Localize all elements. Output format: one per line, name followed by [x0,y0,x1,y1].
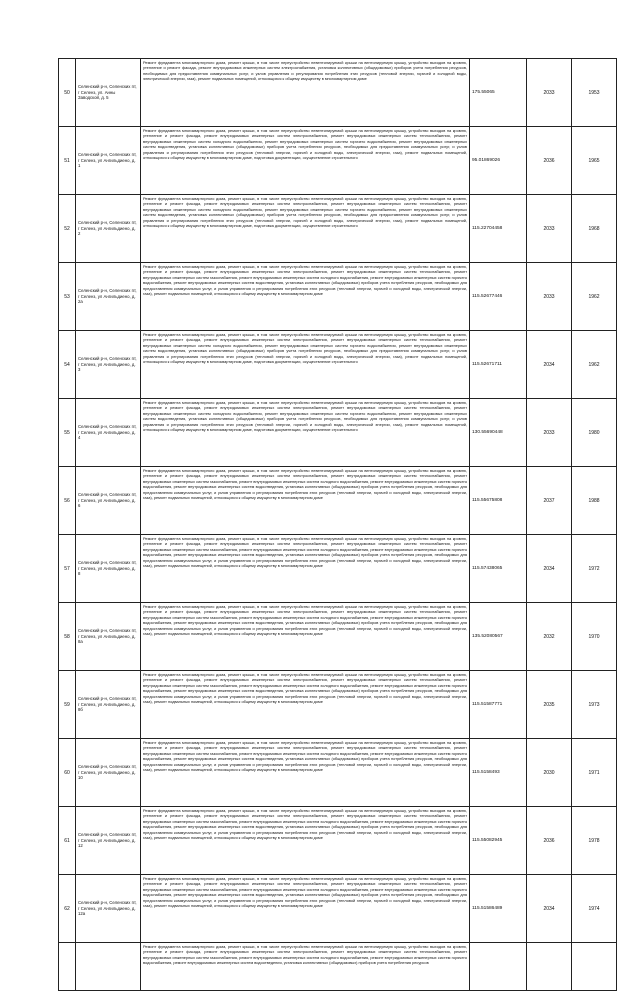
row-number-cell [59,399,76,467]
build-year-cell [572,263,617,331]
planned-year-cell-text: 2033 [543,293,555,300]
table-row [59,603,617,671]
row-number-cell-text: 57 [64,565,70,572]
cost-cell-text: 115.57438065 [472,566,503,571]
planned-year-cell [527,943,572,991]
address-cell [76,195,141,263]
build-year-cell [572,603,617,671]
build-year-cell-text: 1968 [588,225,600,232]
works-cell [141,739,470,807]
row-number-cell [59,671,76,739]
build-year-cell [572,943,617,991]
address-cell-text: Селенский р-н, Селенских пт, г Селенз, ул Ангильдиено, д. 2 [78,220,137,237]
works-cell-text: Ремонт фундамента многоквартирного дома, ремонт крыши, в том числе переустройство невентилируемой крыши на вентилируемую крышу, устройство выходов на кровлю, утепление и ремонт фасада, ремонт внутридомовых инженерных систем электроснабжения, ремонт внутридомовых инженерных систем теплоснабжения, ремонт внутридомовых инженерных систем холодного водоснабжения, ремонт внутридомовых инженерных систем горячего водоснабжения, ремонт внутридомовых инженерных систем водоотведения, установка коллективных (общедомовых) приборов учета потребления ресурсов, необходимых для предоставления коммунальных услуг, и узлов управления и регулирования потребления этих ресурсов (тепловой энергии, горячей и холодной воды, электрической энергии, газа), ремонт подвальных помещений, относящихся к общему имуществу в многоквартирном доме, подготовка документации, осуществление строительного [143,332,467,365]
build-year-cell-text: 1953 [588,89,600,96]
address-cell-text: Селенский р-н, Селенских пт, г Селенз, ул Ангильдиено, д. 12 [78,832,137,849]
table-row [59,875,617,943]
build-year-cell [572,59,617,127]
planned-year-cell-text: 2032 [543,633,555,640]
table-row [59,671,617,739]
row-number-cell [59,603,76,671]
works-cell-text: Ремонт фундамента многоквартирного дома, ремонт крыши, в том числе переустройство невентилируемой крыши на вентилируемую крышу, устройство выходов на кровлю, утепление и ремонт фасада, ремонт внутридомовых инженерных систем электроснабжения, ремонт внутридомовых инженерных систем теплоснабжения, ремонт внутридомовых инженерных систем газоснабжения, ремонт внутридомовых инженерных систем холодного водоснабжения, ремонт внутридомовых инженерных систем горячего водоснабжения, ремонт внутридомовых инженерных систем водоотведения, установка коллективных (общедомовых) приборов учета потребления ресурсов, необходимых для предоставления коммунальных услуг, и узлов управления и регулирования потребления этих ресурсов (тепловой энергии, горячей и холодной воды, электрической энергии, газа), ремонт подвальных помещений, относящихся к общему имуществу в многоквартирном доме [143,604,467,637]
capital-repair-table [58,58,617,991]
address-cell [76,603,141,671]
planned-year-cell [527,127,572,195]
works-cell [141,195,470,263]
cost-cell [470,739,527,807]
works-cell [141,263,470,331]
cost-cell-text: 175.55065 [472,90,495,95]
row-number-cell [59,467,76,535]
build-year-cell [572,807,617,875]
planned-year-cell-text: 2036 [543,837,555,844]
cost-cell-text: 130.55690448 [472,430,503,435]
planned-year-cell [527,59,572,127]
build-year-cell-text: 1970 [588,633,600,640]
build-year-cell-text: 1974 [588,905,600,912]
table-row [59,739,617,807]
cost-cell-text: 115.22704458 [472,226,503,231]
build-year-cell-text: 1988 [588,497,600,504]
cost-cell-text: 115.55082945 [472,838,503,843]
build-year-cell [572,399,617,467]
build-year-cell [572,467,617,535]
row-number-cell-text: 60 [64,769,70,776]
build-year-cell [572,671,617,739]
address-cell-text: Селенский р-н, Селенских пт, г Селенз, ул Ангильдиено, д. 10 [78,764,137,781]
row-number-cell-text: 56 [64,497,70,504]
cost-cell-text: 115.51587771 [472,702,503,707]
planned-year-cell [527,399,572,467]
build-year-cell-text: 1980 [588,429,600,436]
table-row [59,943,617,991]
cost-cell [470,807,527,875]
address-cell [76,807,141,875]
cost-cell-text: 135.52080567 [472,634,503,639]
address-cell-text: Селенский р-н, Селенских пт, г Селенз, ул Ангильдиено, д. 2а [78,288,137,305]
build-year-cell [572,535,617,603]
planned-year-cell-text: 2034 [543,565,555,572]
address-cell-text: Селенский р-н, Селенских пт, г Селенз, ул Ангильдиено, д. 8б [78,696,137,713]
build-year-cell [572,875,617,943]
address-cell [76,127,141,195]
address-cell [76,467,141,535]
cost-cell [470,535,527,603]
planned-year-cell [527,467,572,535]
address-cell [76,875,141,943]
planned-year-cell [527,195,572,263]
planned-year-cell-text: 2033 [543,225,555,232]
row-number-cell [59,195,76,263]
works-cell-text: Ремонт фундамента многоквартирного дома, ремонт крыши, в том числе переустройство невентилируемой крыши на вентилируемую крышу, устройство выходов на кровлю, утепление и ремонт фасада, ремонт внутридомовых инженерных систем электроснабжения, ремонт внутридомовых инженерных систем теплоснабжения, ремонт внутридомовых инженерных систем газоснабжения, ремонт внутридомовых инженерных систем холодного водоснабжения, ремонт внутридомовых инженерных систем горячего водоснабжения, ремонт внутридомовых инженерных систем водоотведения, установка коллективных (общедомовых) приборов учета потребления ресурсов, необходимых для предоставления коммунальных услуг, и узлов управления и регулирования потребления этих ресурсов (тепловой энергии, горячей и холодной воды, электрической энергии, газа), ремонт подвальных помещений, относящихся к общему имуществу в многоквартирном доме [143,876,467,909]
row-number-cell-text: 54 [64,361,70,368]
table-row [59,59,617,127]
cost-cell [470,331,527,399]
planned-year-cell-text: 2034 [543,905,555,912]
works-cell [141,535,470,603]
planned-year-cell-text: 2037 [543,497,555,504]
cost-cell-text: 115.51586489 [472,906,503,911]
build-year-cell [572,331,617,399]
planned-year-cell [527,263,572,331]
build-year-cell-text: 1971 [588,769,600,776]
address-cell-text: Селенский р-н, Селенских пт, г Селенз, ул Ангильдиено, д. 8 [78,560,137,577]
address-cell [76,331,141,399]
cost-cell [470,943,527,991]
address-cell-text: Селенский р-н, Селенских пт, г Селенз, ул Ангильдиено, д. 6 [78,492,137,509]
address-cell-text: Селенский р-н, Селенских пт, г Селенз, ул Ангильдиено, д. 1 [78,152,137,169]
planned-year-cell-text: 2030 [543,769,555,776]
address-cell [76,399,141,467]
row-number-cell-text: 58 [64,633,70,640]
planned-year-cell [527,331,572,399]
cost-cell [470,671,527,739]
cost-cell [470,875,527,943]
table-body [59,59,617,991]
table-row [59,467,617,535]
planned-year-cell-text: 2036 [543,157,555,164]
cost-cell [470,467,527,535]
address-cell [76,739,141,807]
build-year-cell [572,127,617,195]
planned-year-cell-text: 2034 [543,361,555,368]
cost-cell [470,399,527,467]
works-cell [141,399,470,467]
row-number-cell [59,59,76,127]
planned-year-cell [527,603,572,671]
address-cell-text: Селенский р-н, Селенских пт, г Селенз, ул Ангильдиено, д. 3 [78,356,137,373]
works-cell [141,943,470,991]
build-year-cell-text: 1978 [588,837,600,844]
build-year-cell-text: 1973 [588,701,600,708]
cost-cell-text: 115.52677446 [472,294,503,299]
row-number-cell [59,331,76,399]
works-cell-text: Ремонт фундамента многоквартирного дома, ремонт крыши, в том числе переустройство невентилируемой крыши на вентилируемую крышу, устройство выходов на кровлю, утепление и ремонт фасада, ремонт внутридомовых инженерных систем электроснабжения, ремонт внутридомовых инженерных систем теплоснабжения, ремонт внутридомовых инженерных систем газоснабжения, ремонт внутридомовых инженерных систем холодного водоснабжения, ремонт внутридомовых инженерных систем горячего водоснабжения, ремонт внутридомовых инженерных систем водоотведения, установка коллективных (общедомовых) приборов учета потребления ресурсов [143,944,467,966]
build-year-cell [572,195,617,263]
works-cell-text: Ремонт фундамента многоквартирного дома, ремонт крыши, в том числе переустройство невентилируемой крыши на вентилируемую крышу, устройство выходов на кровлю, утепление и ремонт фасада, ремонт внутридомовых инженерных систем электроснабжения, установка коллективных (общедомовых) приборов учета потребления ресурсов, необходимых для предоставления коммунальных услуг, и узлов управления и регулирования потребления этих ресурсов (тепловой энергии, горячей и холодной воды, электрической энергии, газа), ремонт подвальных помещений, относящихся к общему имуществу в многоквартирном доме [143,60,467,82]
row-number-cell [59,535,76,603]
works-cell [141,875,470,943]
row-number-cell-text: 59 [64,701,70,708]
cost-cell-text: 115.52671711 [472,362,502,367]
build-year-cell-text: 1972 [588,565,600,572]
planned-year-cell-text: 2033 [543,429,555,436]
build-year-cell [572,739,617,807]
works-cell-text: Ремонт фундамента многоквартирного дома, ремонт крыши, в том числе переустройство невентилируемой крыши на вентилируемую крышу, устройство выходов на кровлю, утепление и ремонт фасада, ремонт внутридомовых инженерных систем электроснабжения, ремонт внутридомовых инженерных систем теплоснабжения, ремонт внутридомовых инженерных систем газоснабжения, ремонт внутридомовых инженерных систем холодного водоснабжения, ремонт внутридомовых инженерных систем горячего водоснабжения, ремонт внутридомовых инженерных систем водоотведения, установка коллективных (общедомовых) приборов учета потребления ресурсов, необходимых для предоставления коммунальных услуг, и узлов управления и регулирования потребления этих ресурсов (тепловой энергии, горячей и холодной воды, электрической энергии, газа), ремонт подвальных помещений, относящихся к общему имуществу в многоквартирном доме [143,536,467,569]
cost-cell [470,603,527,671]
planned-year-cell [527,807,572,875]
works-cell [141,671,470,739]
works-cell-text: Ремонт фундамента многоквартирного дома, ремонт крыши, в том числе переустройство невентилируемой крыши на вентилируемую крышу, устройство выходов на кровлю, утепление и ремонт фасада, ремонт внутридомовых инженерных систем электроснабжения, ремонт внутридомовых инженерных систем теплоснабжения, ремонт внутридомовых инженерных систем газоснабжения, ремонт внутридомовых инженерных систем холодного водоснабжения, ремонт внутридомовых инженерных систем горячего водоснабжения, ремонт внутридомовых инженерных систем водоотведения, установка коллективных (общедомовых) приборов учета потребления ресурсов, необходимых для предоставления коммунальных услуг, и узлов управления и регулирования потребления этих ресурсов (тепловой энергии, горячей и холодной воды, электрической энергии, газа), ремонт подвальных помещений, относящихся к общему имуществу в многоквартирном доме [143,264,467,297]
works-cell-text: Ремонт фундамента многоквартирного дома, ремонт крыши, в том числе переустройство невентилируемой крыши на вентилируемую крышу, устройство выходов на кровлю, утепление и ремонт фасада, ремонт внутридомовых инженерных систем электроснабжения, ремонт внутридомовых инженерных систем теплоснабжения, ремонт внутридомовых инженерных систем холодного водоснабжения, ремонт внутридомовых инженерных систем горячего водоснабжения, ремонт внутридомовых инженерных систем водоотведения, установка коллективных (общедомовых) приборов учета потребления ресурсов, необходимых для предоставления коммунальных услуг, и узлов управления и регулирования потребления этих ресурсов (тепловой энергии, горячей и холодной воды, электрической энергии, газа), ремонт подвальных помещений, относящихся к общему имуществу в многоквартирном доме, подготовка документации, осуществление строительного [143,196,467,229]
row-number-cell-text: 53 [64,293,70,300]
address-cell-text: Селенский р-н, Селенских пт, г Селенз, ул Ангильдиено, д. 4 [78,424,137,441]
build-year-cell-text: 1965 [588,157,600,164]
address-cell-text: Селенский р-н, Селенских пт, г Селенз, ул. Анны Заводской, д. 5 [78,84,137,101]
cost-cell [470,59,527,127]
row-number-cell [59,943,76,991]
address-cell [76,535,141,603]
table-row [59,331,617,399]
cost-cell [470,195,527,263]
cost-cell [470,127,527,195]
address-cell [76,263,141,331]
address-cell [76,59,141,127]
table-row [59,195,617,263]
cost-cell [470,263,527,331]
works-cell-text: Ремонт фундамента многоквартирного дома, ремонт крыши, в том числе переустройство невентилируемой крыши на вентилируемую крышу, устройство выходов на кровлю, утепление и ремонт фасада, ремонт внутридомовых инженерных систем электроснабжения, ремонт внутридомовых инженерных систем теплоснабжения, ремонт внутридомовых инженерных систем холодного водоснабжения, ремонт внутридомовых инженерных систем горячего водоснабжения, ремонт внутридомовых инженерных систем водоотведения, установка коллективных (общедомовых) приборов учета потребления ресурсов, необходимых для предоставления коммунальных услуг, и узлов управления и регулирования потребления этих ресурсов (тепловой энергии, горячей и холодной воды, электрической энергии, газа), ремонт подвальных помещений, относящихся к общему имуществу в многоквартирном доме, подготовка документации, осуществление строительного [143,128,467,161]
address-cell [76,943,141,991]
row-number-cell-text: 50 [64,89,70,96]
works-cell-text: Ремонт фундамента многоквартирного дома, ремонт крыши, в том числе переустройство невентилируемой крыши на вентилируемую крышу, устройство выходов на кровлю, утепление и ремонт фасада, ремонт внутридомовых инженерных систем электроснабжения, ремонт внутридомовых инженерных систем теплоснабжения, ремонт внутридомовых инженерных систем газоснабжения, ремонт внутридомовых инженерных систем холодного водоснабжения, ремонт внутридомовых инженерных систем горячего водоснабжения, ремонт внутридомовых инженерных систем водоотведения, установка коллективных (общедомовых) приборов учета потребления ресурсов, необходимых для предоставления коммунальных услуг, и узлов управления и регулирования потребления этих ресурсов (тепловой энергии, горячей и холодной воды, электрической энергии, газа), ремонт подвальных помещений, относящихся к общему имуществу в многоквартирном доме [143,468,467,501]
planned-year-cell [527,739,572,807]
row-number-cell [59,263,76,331]
works-cell [141,331,470,399]
row-number-cell-text: 51 [64,157,70,164]
works-cell-text: Ремонт фундамента многоквартирного дома, ремонт крыши, в том числе переустройство невентилируемой крыши на вентилируемую крышу, устройство выходов на кровлю, утепление и ремонт фасада, ремонт внутридомовых инженерных систем электроснабжения, ремонт внутридомовых инженерных систем теплоснабжения, ремонт внутридомовых инженерных систем холодного водоснабжения, ремонт внутридомовых инженерных систем горячего водоснабжения, ремонт внутридомовых инженерных систем водоотведения, установка коллективных (общедомовых) приборов учета потребления ресурсов, необходимых для предоставления коммунальных услуг, и узлов управления и регулирования потребления этих ресурсов (тепловой энергии, горячей и холодной воды, электрической энергии, газа), ремонт подвальных помещений, относящихся к общему имуществу в многоквартирном доме, подготовка документации, осуществление строительного [143,400,467,433]
works-cell [141,59,470,127]
address-cell [76,671,141,739]
works-cell-text: Ремонт фундамента многоквартирного дома, ремонт крыши, в том числе переустройство невентилируемой крыши на вентилируемую крышу, устройство выходов на кровлю, утепление и ремонт фасада, ремонт внутридомовых инженерных систем электроснабжения, ремонт внутридомовых инженерных систем теплоснабжения, ремонт внутридомовых инженерных систем газоснабжения, ремонт внутридомовых инженерных систем холодного водоснабжения, ремонт внутридомовых инженерных систем горячего водоснабжения, ремонт внутридомовых инженерных систем водоотведения, установка коллективных (общедомовых) приборов учета потребления ресурсов, необходимых для предоставления коммунальных услуг, и узлов управления и регулирования потребления этих ресурсов (тепловой энергии, горячей и холодной воды, электрической энергии, газа), ремонт подвальных помещений, относящихся к общему имуществу в многоквартирном доме [143,672,467,705]
address-cell-text: Селенский р-н, Селенских пт, г Селенз, ул Ангильдиено, д. 12а [78,900,137,917]
row-number-cell [59,127,76,195]
table-row [59,127,617,195]
planned-year-cell [527,671,572,739]
row-number-cell [59,807,76,875]
works-cell [141,603,470,671]
row-number-cell-text: 52 [64,225,70,232]
works-cell [141,467,470,535]
planned-year-cell-text: 2033 [543,89,555,96]
row-number-cell-text: 62 [64,905,70,912]
table-row [59,263,617,331]
works-cell-text: Ремонт фундамента многоквартирного дома, ремонт крыши, в том числе переустройство невентилируемой крыши на вентилируемую крышу, устройство выходов на кровлю, утепление и ремонт фасада, ремонт внутридомовых инженерных систем электроснабжения, ремонт внутридомовых инженерных систем теплоснабжения, ремонт внутридомовых инженерных систем газоснабжения, ремонт внутридомовых инженерных систем холодного водоснабжения, ремонт внутридомовых инженерных систем горячего водоснабжения, ремонт внутридомовых инженерных систем водоотведения, установка коллективных (общедомовых) приборов учета потребления ресурсов, необходимых для предоставления коммунальных услуг, и узлов управления и регулирования потребления этих ресурсов (тепловой энергии, горячей и холодной воды, электрической энергии, газа), ремонт подвальных помещений, относящихся к общему имуществу в многоквартирном доме [143,740,467,773]
works-cell [141,807,470,875]
address-cell-text: Селенский р-н, Селенских пт, г Селенз, ул Ангильдиено, д. 8а [78,628,137,645]
table-row [59,399,617,467]
planned-year-cell [527,535,572,603]
table-row [59,535,617,603]
row-number-cell-text: 55 [64,429,70,436]
row-number-cell [59,739,76,807]
planned-year-cell [527,875,572,943]
build-year-cell-text: 1962 [588,361,600,368]
row-number-cell-text: 61 [64,837,70,844]
works-cell [141,127,470,195]
cost-cell-text: 115.5158493 [472,770,500,775]
build-year-cell-text: 1962 [588,293,600,300]
table-row [59,807,617,875]
cost-cell-text: 95.01869026 [472,158,501,163]
works-cell-text: Ремонт фундамента многоквартирного дома, ремонт крыши, в том числе переустройство невентилируемой крыши на вентилируемую крышу, устройство выходов на кровлю, утепление и ремонт фасада, ремонт внутридомовых инженерных систем электроснабжения, ремонт внутридомовых инженерных систем теплоснабжения, ремонт внутридомовых инженерных систем газоснабжения, ремонт внутридомовых инженерных систем холодного водоснабжения, ремонт внутридомовых инженерных систем горячего водоснабжения, ремонт внутридомовых инженерных систем водоотведения, установка коллективных (общедомовых) приборов учета потребления ресурсов, необходимых для предоставления коммунальных услуг, и узлов управления и регулирования потребления этих ресурсов (тепловой энергии, горячей и холодной воды, электрической энергии, газа), ремонт подвальных помещений, относящихся к общему имуществу в многоквартирном доме [143,808,467,841]
planned-year-cell-text: 2035 [543,701,555,708]
row-number-cell [59,875,76,943]
cost-cell-text: 115.55675808 [472,498,503,503]
